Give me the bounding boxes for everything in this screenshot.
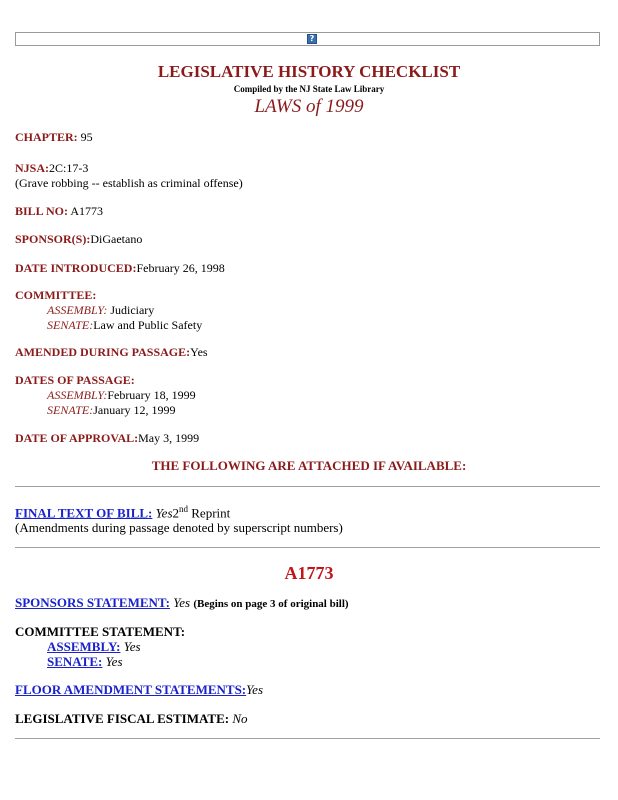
chapter-value: 95: [80, 130, 93, 144]
passage-senate-value: January 12, 1999: [93, 403, 176, 417]
committee-assembly-row: [15, 303, 202, 318]
divider: [15, 486, 600, 487]
committee-statement-label: COMMITTEE STATEMENT:: [15, 624, 186, 639]
committee-statement-senate-value: Yes: [105, 654, 123, 669]
sponsors-label: SPONSOR(S):: [15, 232, 91, 246]
date-of-approval-label: DATE OF APPROVAL:: [15, 431, 139, 445]
final-text-field: [15, 502, 343, 535]
sponsors-statement-link[interactable]: SPONSORS STATEMENT:: [15, 595, 170, 610]
committee-senate-label: SENATE:: [47, 318, 94, 332]
committee-statement-senate-link[interactable]: SENATE:: [47, 654, 103, 669]
njsa-value: 2C:17-3: [49, 161, 89, 175]
final-text-reprint-number: 2: [172, 505, 180, 521]
sponsors-statement-field: [15, 595, 349, 612]
committee-field: [15, 288, 202, 333]
divider: [15, 547, 600, 548]
chapter-label: CHAPTER:: [15, 130, 78, 144]
committee-assembly-label: ASSEMBLY:: [47, 303, 108, 317]
bill-heading: A1773: [284, 563, 334, 583]
passage-senate-label: SENATE:: [47, 403, 94, 417]
sponsors-value: DiGaetano: [90, 232, 143, 246]
amended-field: [15, 345, 208, 360]
final-text-yes: Yes: [155, 505, 173, 521]
floor-amendment-link[interactable]: FLOOR AMENDMENT STATEMENTS:: [15, 682, 247, 697]
bill-no-value: A1773: [70, 204, 104, 218]
final-text-note: (Amendments during passage denoted by superscript numbers): [15, 520, 343, 536]
committee-statement-assembly-value: Yes: [123, 639, 141, 654]
date-introduced-field: [15, 261, 225, 276]
sponsors-field: [15, 232, 142, 247]
bill-no-field: [15, 204, 103, 219]
floor-amendment-value: Yes: [246, 682, 264, 697]
bill-no-label: BILL NO:: [15, 204, 69, 218]
passage-assembly-label: ASSEMBLY:: [47, 388, 108, 402]
committee-senate-value: Law and Public Safety: [93, 318, 203, 332]
divider: [15, 738, 600, 739]
laws-year: LAWS of 1999: [254, 96, 364, 117]
dates-of-passage-label: DATES OF PASSAGE:: [15, 373, 135, 387]
amended-label: AMENDED DURING PASSAGE:: [15, 345, 191, 359]
njsa-description: (Grave robbing -- establish as criminal offense): [15, 176, 243, 190]
committee-senate-row: [15, 318, 202, 333]
fiscal-estimate-label: LEGISLATIVE FISCAL ESTIMATE:: [15, 711, 230, 726]
date-of-approval-field: [15, 431, 199, 446]
final-text-reprint: Reprint: [191, 505, 231, 521]
sponsors-statement-yes: Yes: [173, 595, 191, 610]
help-icon[interactable]: ?: [307, 34, 317, 44]
date-introduced-label: DATE INTRODUCED:: [15, 261, 137, 275]
floor-amendment-field: [15, 682, 263, 697]
committee-statement-assembly-link[interactable]: ASSEMBLY:: [47, 639, 121, 654]
fiscal-estimate-field: [15, 711, 248, 726]
amended-value: Yes: [190, 345, 208, 359]
committee-statement-senate-row: [15, 654, 185, 669]
final-text-link[interactable]: FINAL TEXT OF BILL:: [15, 505, 153, 521]
passage-assembly-row: [15, 388, 196, 403]
date-introduced-value: February 26, 1998: [136, 261, 225, 275]
page-title: LEGISLATIVE HISTORY CHECKLIST: [157, 62, 461, 81]
passage-senate-row: [15, 403, 196, 418]
committee-statement-field: [15, 624, 185, 669]
dates-of-passage-field: [15, 373, 196, 418]
committee-label: COMMITTEE:: [15, 288, 97, 302]
njsa-label: NJSA:: [15, 161, 50, 175]
date-of-approval-value: May 3, 1999: [138, 431, 200, 445]
njsa-field: [15, 161, 243, 191]
committee-assembly-value: Judiciary: [110, 303, 155, 317]
chapter-field: [15, 130, 93, 145]
compiled-by: Compiled by the NJ State Law Library: [233, 84, 385, 94]
sponsors-statement-note: (Begins on page 3 of original bill): [193, 598, 349, 610]
attached-heading: THE FOLLOWING ARE ATTACHED IF AVAILABLE:: [151, 458, 467, 473]
passage-assembly-value: February 18, 1999: [107, 388, 196, 402]
top-frame-bar: [15, 32, 600, 46]
final-text-reprint-suffix: nd: [179, 504, 189, 514]
committee-statement-assembly-row: [15, 639, 185, 654]
fiscal-estimate-value: No: [232, 711, 248, 726]
